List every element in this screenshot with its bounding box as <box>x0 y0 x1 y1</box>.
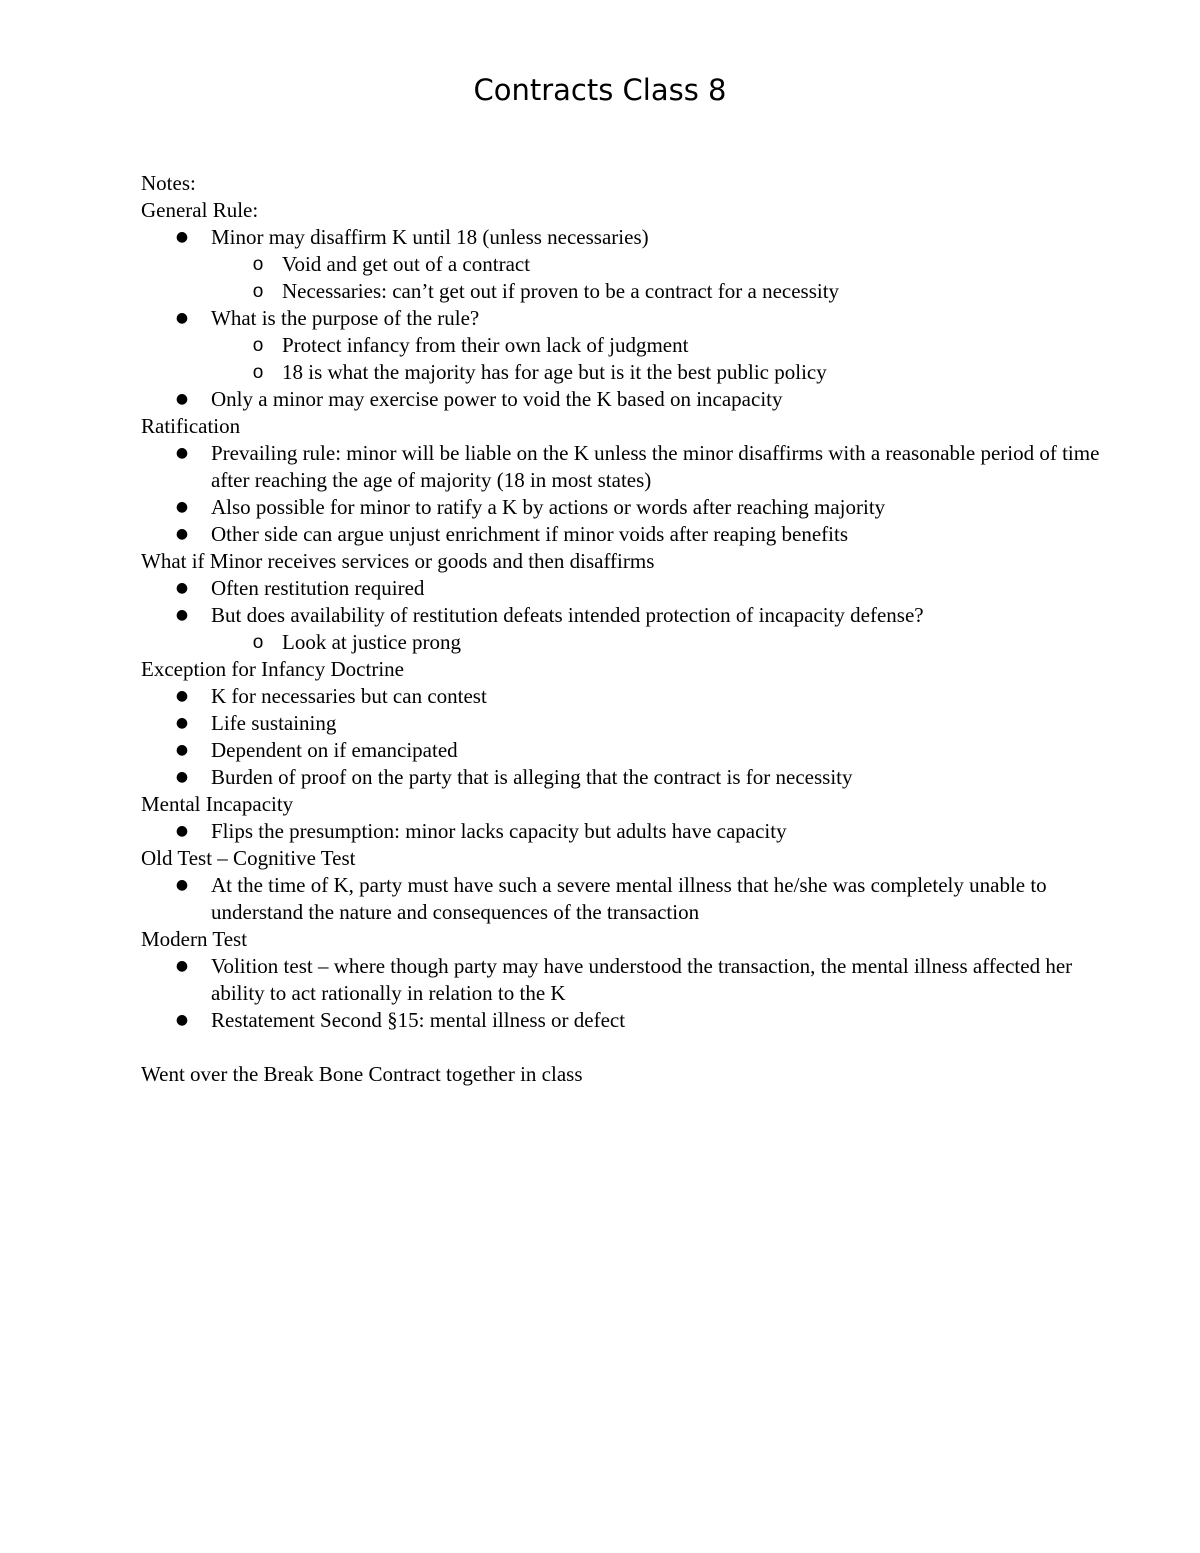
list-item <box>141 386 1101 413</box>
bullet-icon: ● <box>175 742 189 758</box>
circle-bullet-icon: o <box>252 254 264 275</box>
bullet-list <box>141 683 1101 791</box>
bullet-icon: ● <box>175 229 189 245</box>
bullet-icon: ● <box>175 715 189 731</box>
bullet-list <box>141 440 1101 548</box>
list-item <box>141 494 1101 521</box>
bullet-icon: ● <box>175 580 189 596</box>
notes-label: Notes: <box>141 171 196 195</box>
list-item <box>141 575 1101 602</box>
bullet-icon: ● <box>175 958 189 974</box>
section-heading: General Rule: <box>141 198 259 222</box>
section-heading: Mental Incapacity <box>141 792 294 816</box>
sub-list-item <box>141 359 1101 386</box>
sub-list-item <box>141 278 1101 305</box>
bullet-icon: ● <box>175 1012 189 1028</box>
circle-bullet-icon: o <box>252 335 264 356</box>
sub-list-item <box>141 629 1101 656</box>
bullet-icon: ● <box>175 877 189 893</box>
list-item-text: Prevailing rule: minor will be liable on the K unless the minor disaffirms with a reasonable period of time after reaching the age of majority (18 in most states) <box>211 441 1100 492</box>
circle-bullet-icon: o <box>252 632 264 653</box>
bullet-icon: ● <box>175 310 189 326</box>
sub-list-item <box>141 332 1101 359</box>
section-heading: Ratification <box>141 414 241 438</box>
sub-list-item-text: Void and get out of a contract <box>282 252 531 276</box>
list-item-text: Restatement Second §15: mental illness or defect <box>211 1008 626 1032</box>
list-item <box>141 764 1101 791</box>
list-item <box>141 953 1101 1007</box>
list-item-text: Only a minor may exercise power to void the K based on incapacity <box>211 387 783 411</box>
list-item <box>141 818 1101 845</box>
list-item <box>141 1007 1101 1034</box>
list-item-text: Life sustaining <box>211 711 337 735</box>
notes-body <box>141 170 1101 1088</box>
section-heading: Modern Test <box>141 927 248 951</box>
bullet-icon: ● <box>175 499 189 515</box>
list-item <box>141 737 1101 764</box>
list-item-text: What is the purpose of the rule? <box>211 306 480 330</box>
list-item-text: But does availability of restitution defeats intended protection of incapacity defense? <box>211 603 924 627</box>
sub-bullet-list <box>141 332 1101 386</box>
circle-bullet-icon: o <box>252 281 264 302</box>
list-item-text: Often restitution required <box>211 576 425 600</box>
bullet-list <box>141 953 1101 1034</box>
list-item <box>141 521 1101 548</box>
sub-list-item-text: 18 is what the majority has for age but is it the best public policy <box>282 360 827 384</box>
circle-bullet-icon: o <box>252 362 264 383</box>
list-item-text: Also possible for minor to ratify a K by actions or words after reaching majority <box>211 495 886 519</box>
sub-bullet-list <box>141 629 1101 656</box>
blank-line <box>141 1034 1101 1061</box>
bullet-icon: ● <box>175 391 189 407</box>
list-item-text: Minor may disaffirm K until 18 (unless necessaries) <box>211 225 649 249</box>
section-heading: Old Test – Cognitive Test <box>141 846 356 870</box>
page-title: Contracts Class 8 <box>473 73 727 107</box>
list-item-text: Other side can argue unjust enrichment if minor voids after reaping benefits <box>211 522 848 546</box>
bullet-list <box>141 872 1101 926</box>
bullet-icon: ● <box>175 526 189 542</box>
sub-list-item-text: Protect infancy from their own lack of judgment <box>282 333 689 357</box>
list-item-text: Volition test – where though party may have understood the transaction, the mental illness affected her ability to act rationally in relation to the K <box>211 954 1073 1005</box>
sections-container <box>141 197 1101 1034</box>
closing-note: Went over the Break Bone Contract together in class <box>141 1062 583 1086</box>
sub-bullet-list <box>141 251 1101 305</box>
list-item <box>141 224 1101 305</box>
section-heading: Exception for Infancy Doctrine <box>141 657 404 681</box>
bullet-icon: ● <box>175 445 189 461</box>
sub-list-item <box>141 251 1101 278</box>
sub-list-item-text: Look at justice prong <box>282 630 462 654</box>
bullet-icon: ● <box>175 607 189 623</box>
bullet-list <box>141 575 1101 656</box>
list-item-text: K for necessaries but can contest <box>211 684 487 708</box>
bullet-icon: ● <box>175 688 189 704</box>
list-item <box>141 440 1101 494</box>
sub-list-item-text: Necessaries: can’t get out if proven to be a contract for a necessity <box>282 279 840 303</box>
bullet-list <box>141 818 1101 845</box>
list-item <box>141 305 1101 386</box>
list-item-text: At the time of K, party must have such a severe mental illness that he/she was completely unable to understand the nature and consequences of the transaction <box>211 873 1047 924</box>
bullet-icon: ● <box>175 769 189 785</box>
bullet-list <box>141 224 1101 413</box>
list-item <box>141 710 1101 737</box>
list-item <box>141 872 1101 926</box>
list-item <box>141 683 1101 710</box>
list-item-text: Flips the presumption: minor lacks capacity but adults have capacity <box>211 819 787 843</box>
bullet-icon: ● <box>175 823 189 839</box>
list-item-text: Dependent on if emancipated <box>211 738 458 762</box>
section-heading: What if Minor receives services or goods and then disaffirms <box>141 549 655 573</box>
list-item <box>141 602 1101 656</box>
list-item-text: Burden of proof on the party that is alleging that the contract is for necessity <box>211 765 853 789</box>
